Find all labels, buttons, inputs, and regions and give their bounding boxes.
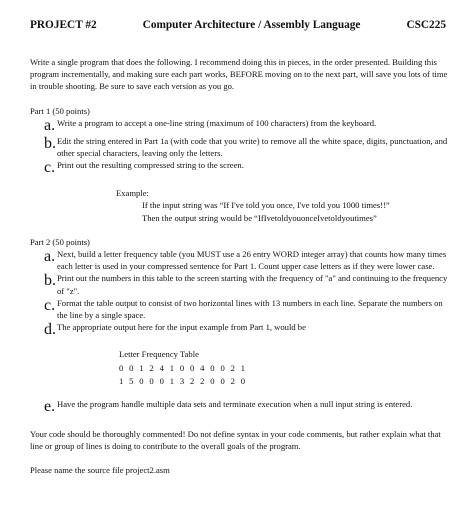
item-letter: a. <box>44 248 56 266</box>
example-output-line: Then the output string would be “IfIvetoldyouonceIvetoldyoutimes” <box>142 212 377 223</box>
course-code: CSC225 <box>406 19 446 31</box>
item-letter: d. <box>44 321 56 339</box>
part2-item-d <box>44 321 448 339</box>
item-text: Next, build a letter frequency table (you MUST use a 26 entry WORD integer array) that counts how many times each letter is used in your compressed sentence for Part 1. Count upper case letters as if they were lower case. <box>57 249 447 272</box>
item-letter: b. <box>44 272 56 290</box>
item-text: Format the table output to consist of two horizontal lines with 13 numbers in each line. Separate the numbers on the line by a single space. <box>57 297 443 321</box>
source-file-note: Please name the source file project2.asm <box>30 465 170 476</box>
item-text: Print out the numbers in this table to the screen starting with the frequency of "a" and continuing to the frequency of "z". <box>57 273 448 296</box>
part2-item-c <box>44 297 448 321</box>
part1-title: Part 1 (50 points) <box>30 105 90 116</box>
example-block <box>116 187 448 224</box>
item-text: Have the program handle multiple data sets and terminate execution when a null input string is entered. <box>57 398 413 409</box>
item-text: Write a program to accept a one-line string (maximum of 100 characters) from the keyboard. <box>57 117 377 128</box>
frequency-row-2: 1 5 0 0 0 1 3 2 2 0 0 2 0 <box>119 376 247 387</box>
part2-item-a <box>44 248 448 272</box>
example-input-line: If the input string was “If I've told you once, I've told you 1000 times!!” <box>142 200 390 211</box>
item-letter: e. <box>44 397 56 415</box>
frequency-table-title: Letter Frequency Table <box>119 349 199 360</box>
example-label: Example: <box>116 188 149 199</box>
frequency-table <box>119 348 448 389</box>
frequency-row-1: 0 0 1 2 4 1 0 0 4 0 0 2 1 <box>119 362 247 373</box>
intro-paragraph: Write a single program that does the following. I recommend doing this in pieces, in the order presented. Building this program incrementally, and making sure each part works, BEFORE moving on to the next part, will save you lots of time in trouble shooting. Be sure to save each version as you go. <box>30 57 448 92</box>
part1-item-c <box>44 159 448 177</box>
item-letter: a. <box>44 116 56 134</box>
part2-item-e <box>44 398 448 416</box>
part2-item-b <box>44 272 448 296</box>
course-title: Computer Architecture / Assembly Language <box>142 19 361 31</box>
item-text: Print out the resulting compressed string to the screen. <box>57 160 244 171</box>
item-letter: c. <box>44 296 56 314</box>
part2-title: Part 2 (50 points) <box>30 236 90 247</box>
document-header <box>30 0 448 31</box>
project-label: PROJECT #2 <box>30 19 97 31</box>
closing-paragraph: Your code should be thoroughly commented! Do not define syntax in your code comments, but rather explain what that line or group of lines is doing to contribute to the overall goals of the program. <box>30 428 441 451</box>
item-letter: c. <box>44 159 56 177</box>
part1-item-a <box>44 117 448 135</box>
part1-item-b <box>44 135 448 159</box>
item-text: The appropriate output here for the input example from Part 1, would be <box>57 322 306 333</box>
item-letter: b. <box>44 134 56 152</box>
item-text: Edit the string entered in Part 1a (with code that you write) to remove all the white space, digits, punctuation, and other special characters, leaving only the letters. <box>57 135 448 159</box>
